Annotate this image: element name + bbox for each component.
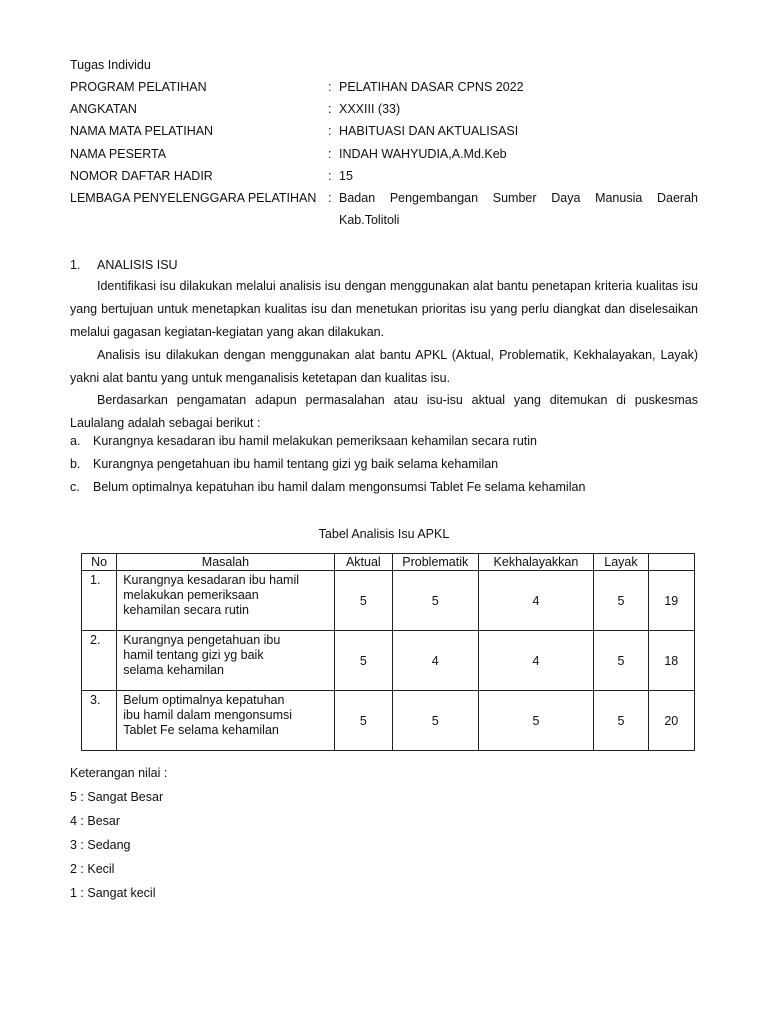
masalah-line: Tablet Fe selama kehamilan xyxy=(123,723,279,737)
cell-problematik: 5 xyxy=(393,691,479,751)
cell-no: 2. xyxy=(82,631,117,691)
legend-item: 5 : Sangat Besar xyxy=(70,790,164,804)
meta-label: LEMBAGA PENYELENGGARA PELATIHAN xyxy=(70,191,317,205)
cell-aktual: 5 xyxy=(334,631,392,691)
cell-masalah xyxy=(117,571,334,631)
masalah-line: hamil tentang gizi yg baik xyxy=(123,648,264,662)
meta-colon: : xyxy=(328,102,332,116)
legend-item: 1 : Sangat kecil xyxy=(70,886,156,900)
meta-colon: : xyxy=(328,191,332,205)
header-aktual: Aktual xyxy=(334,554,392,571)
masalah-line: ibu hamil dalam mengonsumsi xyxy=(123,708,293,722)
masalah-line: melakukan pemeriksaan xyxy=(123,588,259,602)
meta-value: 15 xyxy=(339,169,353,183)
meta-row-mata-pelatihan xyxy=(70,124,698,144)
cell-total: 20 xyxy=(648,691,694,751)
meta-label: PROGRAM PELATIHAN xyxy=(70,80,207,94)
masalah-line: selama kehamilan xyxy=(123,663,224,677)
list-label: a. xyxy=(70,434,81,448)
paragraph: Analisis isu dilakukan dengan menggunakan alat bantu APKL (Aktual, Problematik, Kekhalayakan, Layak) yakni alat bantu yang untuk menganalisis ketetapan dan kualitas isu. xyxy=(70,348,698,385)
meta-colon: : xyxy=(328,124,332,138)
header-problematik: Problematik xyxy=(393,554,479,571)
meta-row-lembaga xyxy=(70,191,698,211)
legend-title: Keterangan nilai : xyxy=(70,766,168,780)
meta-label: NAMA PESERTA xyxy=(70,147,167,161)
meta-value-continuation: Kab.Tolitoli xyxy=(339,213,400,227)
meta-row-angkatan xyxy=(70,102,698,122)
legend-item: 4 : Besar xyxy=(70,814,121,828)
paragraph: Berdasarkan pengamatan adapun permasalahan atau isu-isu aktual yang ditemukan di puskesmas Laulalang adalah sebagai berikut : xyxy=(70,393,698,430)
masalah-line: Kurangnya pengetahuan ibu xyxy=(123,633,281,647)
cell-aktual: 5 xyxy=(334,691,392,751)
table-row xyxy=(82,631,695,691)
masalah-line: Kurangnya kesadaran ibu hamil xyxy=(123,573,300,587)
cell-total: 18 xyxy=(648,631,694,691)
paragraph: Identifikasi isu dilakukan melalui analisis isu dengan menggunakan alat bantu penetapan kriteria kualitas isu yang bertujuan untuk menetapkan kualitas isu dan menetukan prioritas isu yang perlu diangkat dan diselesaikan melalui gagasan kegiatan-kegiatan yang akan dilakukan. xyxy=(70,279,698,339)
apkl-table xyxy=(81,553,695,751)
meta-value: HABITUASI DAN AKTUALISASI xyxy=(339,124,519,138)
cell-layak: 5 xyxy=(594,571,648,631)
meta-value: PELATIHAN DASAR CPNS 2022 xyxy=(339,80,524,94)
legend-item: 3 : Sedang xyxy=(70,838,131,852)
section-title: ANALISIS ISU xyxy=(97,258,178,272)
list-label: b. xyxy=(70,457,81,471)
header-layak: Layak xyxy=(594,554,648,571)
cell-masalah xyxy=(117,631,334,691)
list-label: c. xyxy=(70,480,80,494)
cell-kekhalayakkan: 4 xyxy=(478,631,594,691)
cell-aktual: 5 xyxy=(334,571,392,631)
table-row xyxy=(82,691,695,751)
list-text: Kurangnya pengetahuan ibu hamil tentang gizi yg baik selama kehamilan xyxy=(93,457,499,471)
cell-layak: 5 xyxy=(594,691,648,751)
meta-row-nama-peserta xyxy=(70,147,698,167)
cell-masalah xyxy=(117,691,334,751)
cell-kekhalayakkan: 5 xyxy=(478,691,594,751)
meta-value: Badan Pengembangan Sumber Daya Manusia Daerah xyxy=(339,191,698,205)
list-text: Belum optimalnya kepatuhan ibu hamil dalam mengonsumsi Tablet Fe selama kehamilan xyxy=(93,480,586,494)
document-title: Tugas Individu xyxy=(70,58,151,72)
meta-row-nomor-daftar-hadir xyxy=(70,169,698,189)
meta-label: ANGKATAN xyxy=(70,102,137,116)
cell-no: 1. xyxy=(82,571,117,631)
cell-no: 3. xyxy=(82,691,117,751)
meta-colon: : xyxy=(328,80,332,94)
cell-kekhalayakkan: 4 xyxy=(478,571,594,631)
meta-label: NOMOR DAFTAR HADIR xyxy=(70,169,213,183)
legend-item: 2 : Kecil xyxy=(70,862,115,876)
section-number: 1. xyxy=(70,258,81,272)
masalah-line: kehamilan secara rutin xyxy=(123,603,249,617)
cell-problematik: 5 xyxy=(393,571,479,631)
table-header-row xyxy=(82,554,695,571)
meta-value: INDAH WAHYUDIA,A.Md.Keb xyxy=(339,147,507,161)
masalah-line: Belum optimalnya kepatuhan xyxy=(123,693,285,707)
list-text: Kurangnya kesadaran ibu hamil melakukan pemeriksaan kehamilan secara rutin xyxy=(93,434,537,448)
header-kekhalayakkan: Kekhalayakkan xyxy=(478,554,594,571)
meta-label: NAMA MATA PELATIHAN xyxy=(70,124,214,138)
meta-value: XXXIII (33) xyxy=(339,102,401,116)
cell-total: 19 xyxy=(648,571,694,631)
meta-row-program xyxy=(70,80,698,100)
meta-colon: : xyxy=(328,169,332,183)
header-masalah: Masalah xyxy=(117,554,334,571)
cell-problematik: 4 xyxy=(393,631,479,691)
table-caption: Tabel Analisis Isu APKL xyxy=(318,527,450,541)
header-total xyxy=(648,554,694,571)
header-no: No xyxy=(82,554,117,571)
meta-colon: : xyxy=(328,147,332,161)
cell-layak: 5 xyxy=(594,631,648,691)
table-row xyxy=(82,571,695,631)
